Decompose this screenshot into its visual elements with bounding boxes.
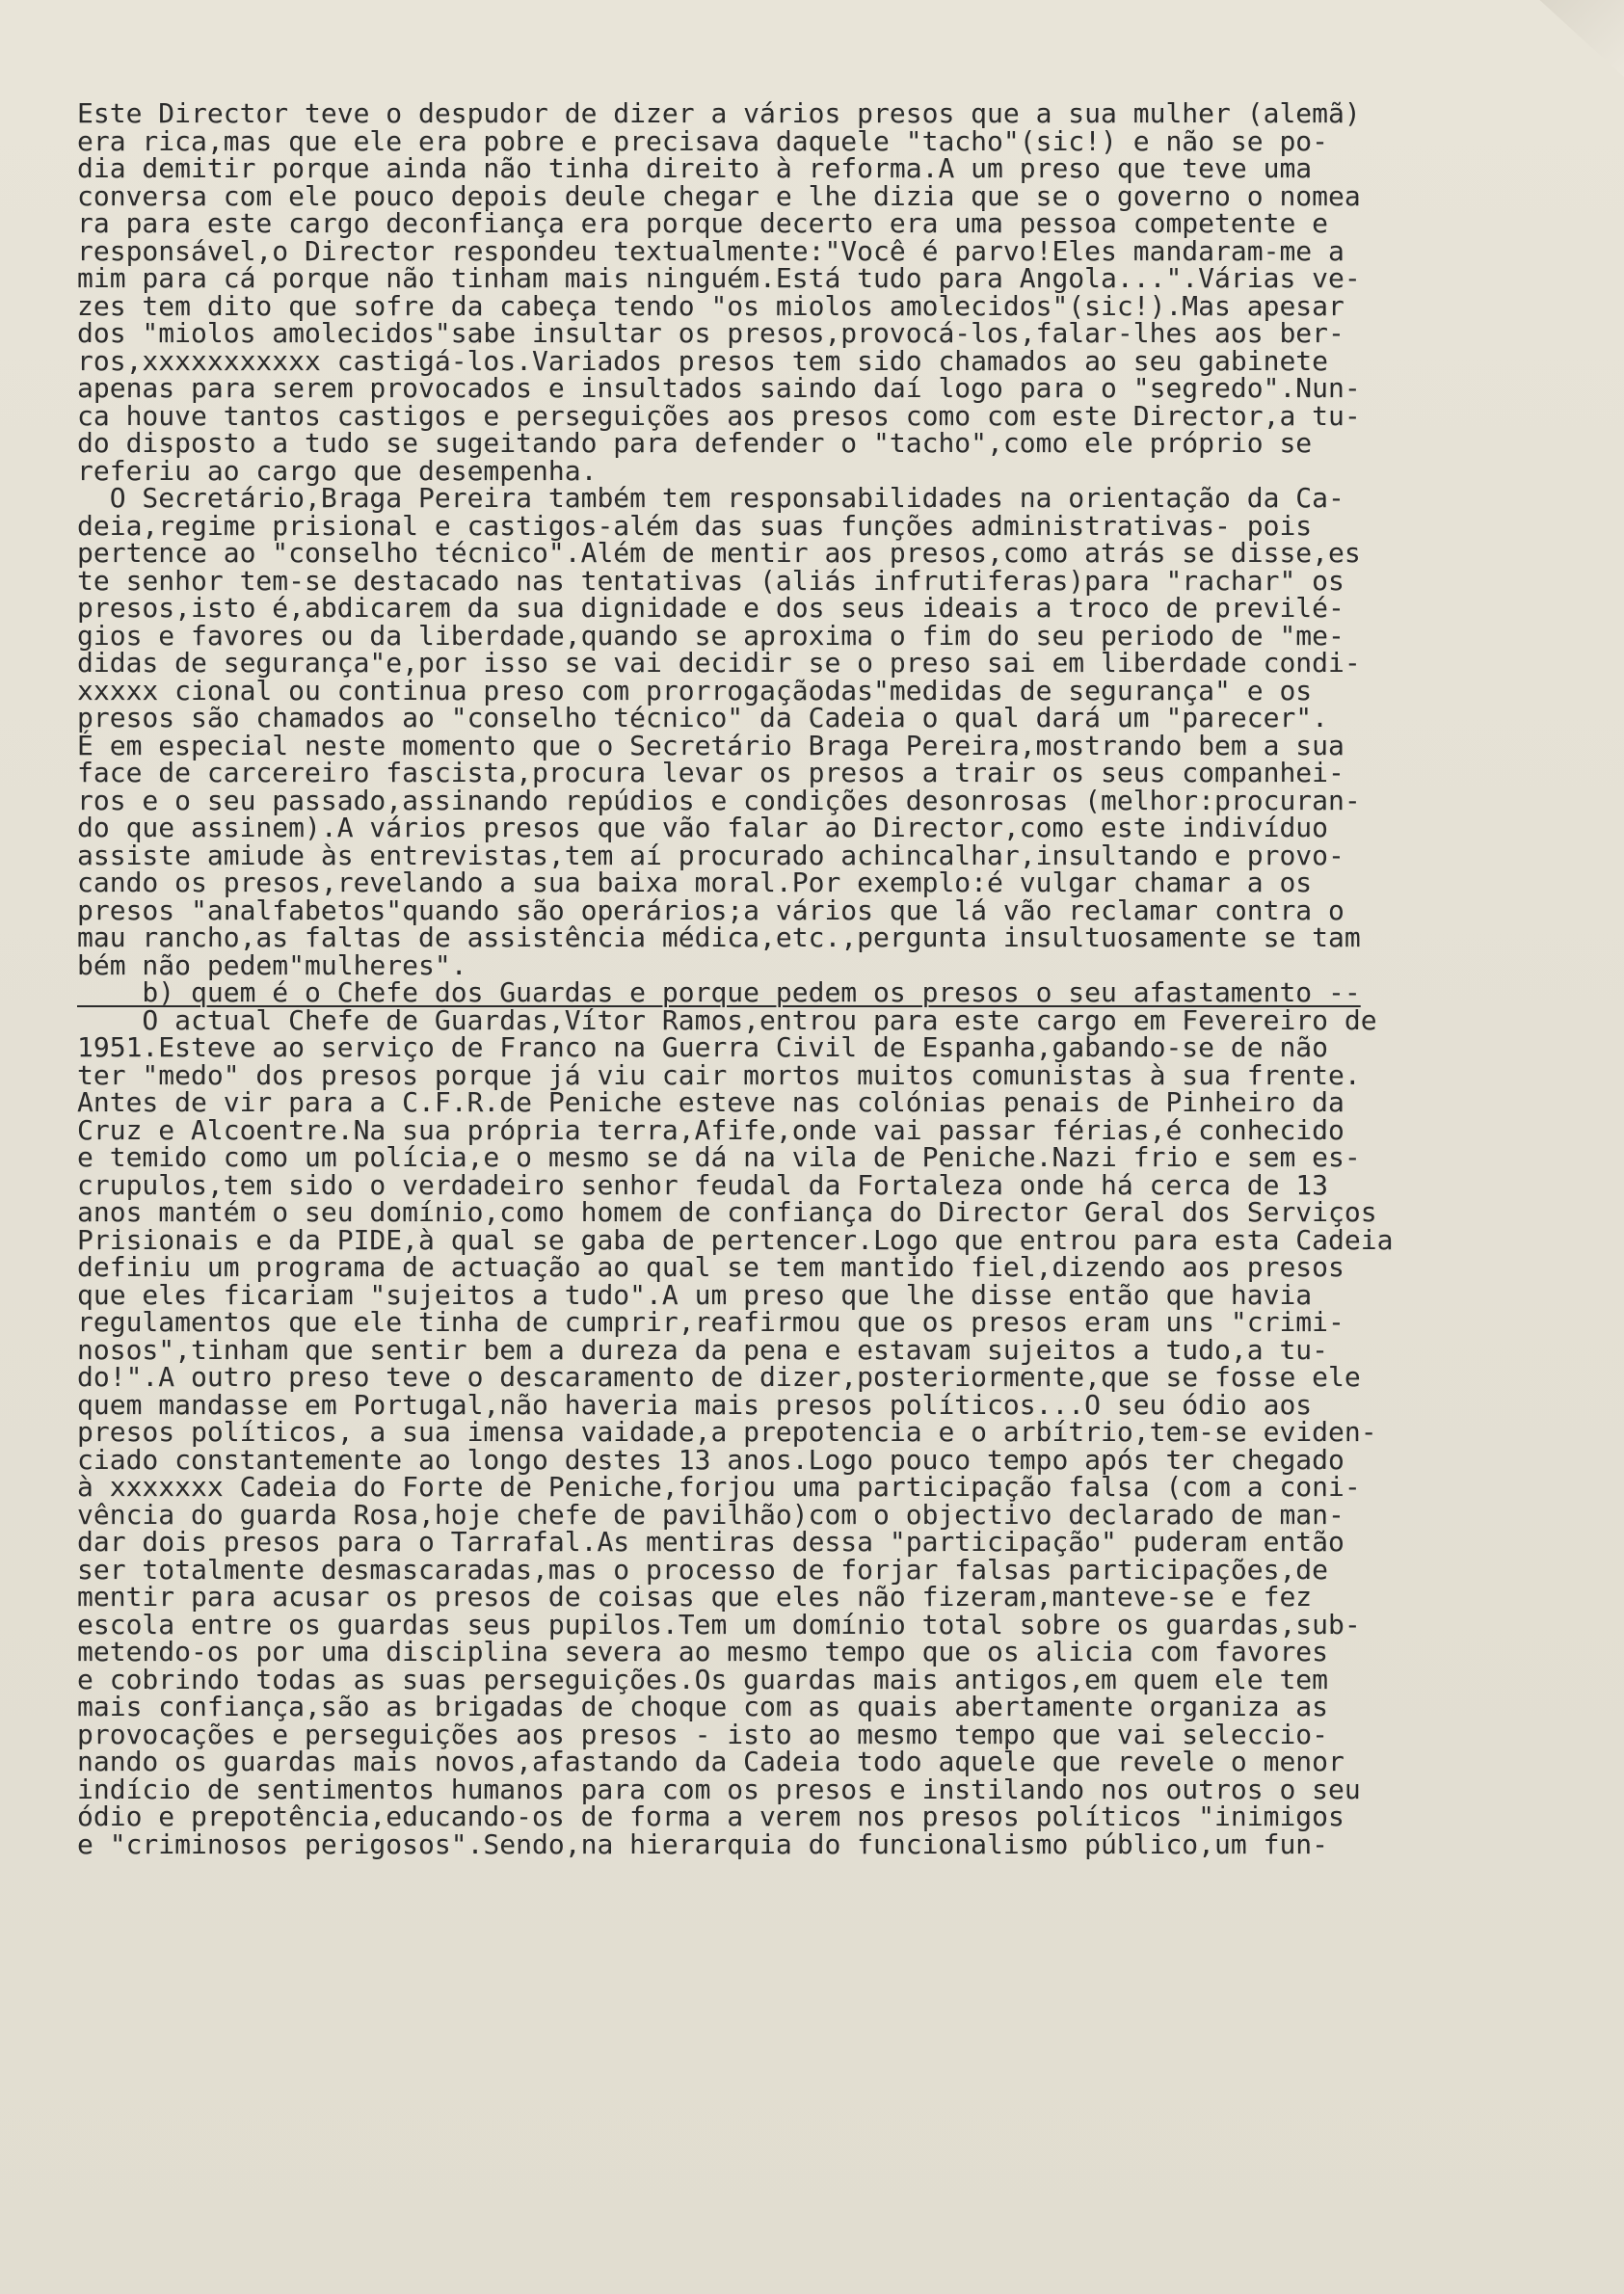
document-line: deia,regime prisional e castigos-além das suas funções administrativas- pois bbox=[77, 509, 1313, 542]
document-line: crupulos,tem sido o verdadeiro senhor feudal da Fortaleza onde há cerca de 13 bbox=[77, 1168, 1329, 1201]
document-line: zes tem dito que sofre da cabeça tendo "os miolos amolecidos"(sic!).Mas apesar bbox=[77, 289, 1344, 322]
document-line: era rica,mas que ele era pobre e precisava daquele "tacho"(sic!) e não se po- bbox=[77, 124, 1329, 157]
document-line: Antes de vir para a C.F.R.de Peniche esteve nas colónias penais de Pinheiro da bbox=[77, 1086, 1344, 1118]
document-line: provocações e perseguições aos presos - isto ao mesmo tempo que vai seleccio- bbox=[77, 1718, 1329, 1750]
document-line: ra para este cargo deconfiança era porque decerto era uma pessoa competente e bbox=[77, 207, 1329, 239]
document-line: que eles ficariam "sujeitos a tudo".A um preso que lhe disse então que havia bbox=[77, 1278, 1313, 1311]
document-line: dia demitir porque ainda não tinha direito à reforma.A um preso que teve uma bbox=[77, 152, 1313, 184]
document-line: 1951.Esteve ao serviço de Franco na Guerra Civil de Espanha,gabando-se de não bbox=[77, 1031, 1329, 1063]
document-line: ros,xxxxxxxxxxx castigá-los.Variados presos tem sido chamados ao seu gabinete bbox=[77, 344, 1329, 377]
document-line: presos são chamados ao "conselho técnico" da Cadeia o qual dará um "parecer". bbox=[77, 702, 1329, 734]
document-line: ciado constantemente ao longo destes 13 anos.Logo pouco tempo após ter chegado bbox=[77, 1443, 1344, 1476]
document-line: Prisionais e da PIDE,à qual se gaba de pertencer.Logo que entrou para esta Cadeia bbox=[77, 1223, 1394, 1256]
document-line: te senhor tem-se destacado nas tentativas (aliás infrutiferas)para "rachar" os bbox=[77, 564, 1344, 597]
document-line: conversa com ele pouco depois deule chegar e lhe dizia que se o governo o nomea bbox=[77, 179, 1361, 212]
document-line: Cruz e Alcoentre.Na sua própria terra,Afife,onde vai passar férias,é conhecido bbox=[77, 1113, 1344, 1146]
document-line: nando os guardas mais novos,afastando da Cadeia todo aquele que revele o menor bbox=[77, 1746, 1344, 1777]
document-line: do que assinem).A vários presos que vão falar ao Director,como este indivíduo bbox=[77, 812, 1329, 843]
document-line: definiu um programa de actuação ao qual se tem mantido fiel,dizendo aos presos bbox=[77, 1251, 1344, 1283]
document-line: O actual Chefe de Guardas,Vítor Ramos,entrou para este cargo em Fevereiro de bbox=[77, 1003, 1377, 1036]
document-line: responsável,o Director respondeu textualmente:"Você é parvo!Eles mandaram-me a bbox=[77, 234, 1344, 267]
document-line: referiu ao cargo que desempenha. bbox=[77, 454, 598, 487]
document-line: ter "medo" dos presos porque já viu cair mortos muitos comunistas à sua frente. bbox=[77, 1058, 1361, 1091]
document-line: e temido como um polícia,e o mesmo se dá na vila de Peniche.Nazi frio e sem es- bbox=[77, 1141, 1361, 1173]
document-line: pertence ao "conselho técnico".Além de mentir aos presos,como atrás se disse,es bbox=[77, 537, 1361, 569]
page-corner-fold bbox=[1504, 0, 1624, 77]
document-line: do!".A outro preso teve o descaramento de dizer,posteriormente,que se fosse ele bbox=[77, 1361, 1361, 1393]
document-line: gios e favores ou da liberdade,quando se aproxima o fim do seu periodo de "me- bbox=[77, 619, 1344, 652]
document-line: apenas para serem provocados e insultados saindo daí logo para o "segredo".Nun- bbox=[77, 372, 1361, 404]
document-line: presos "analfabetos"quando são operários;a vários que lá vão reclamar contra o bbox=[77, 894, 1344, 926]
document-line: ser totalmente desmascaradas,mas o processo de forjar falsas participações,de bbox=[77, 1553, 1329, 1586]
document-line: vência do guarda Rosa,hoje chefe de pavilhão)com o objectivo declarado de man- bbox=[77, 1498, 1344, 1531]
document-line: e "criminosos perigosos".Sendo,na hierarquia do funcionalismo público,um fun- bbox=[77, 1827, 1329, 1860]
document-line: cando os presos,revelando a sua baixa moral.Por exemplo:é vulgar chamar a os bbox=[77, 867, 1313, 898]
document-line: b) quem é o Chefe dos Guardas e porque pedem os presos o seu afastamento -- bbox=[77, 976, 1361, 1008]
document-line: presos políticos, a sua imensa vaidade,a prepotencia e o arbítrio,tem-se eviden- bbox=[77, 1416, 1377, 1448]
document-line: presos,isto é,abdicarem da sua dignidade e dos seus ideais a troco de previlé- bbox=[77, 592, 1344, 624]
document-line: mentir para acusar os presos de coisas que eles não fizeram,manteve-se e fez bbox=[77, 1581, 1313, 1613]
document-line: anos mantém o seu domínio,como homem de confiança do Director Geral dos Serviços bbox=[77, 1196, 1377, 1228]
document-line: nosos",tinham que sentir bem a dureza da pena e estavam sujeitos a tudo,a tu- bbox=[77, 1333, 1329, 1366]
document-line: do disposto a tudo se sugeitando para defender o "tacho",como ele próprio se bbox=[77, 427, 1313, 459]
document-line: mais confiança,são as brigadas de choque com as quais abertamente organiza as bbox=[77, 1691, 1329, 1722]
document-line: e cobrindo todas as suas perseguições.Os guardas mais antigos,em quem ele tem bbox=[77, 1663, 1329, 1695]
document-line: didas de segurança"e,por isso se vai decidir se o preso sai em liberdade condi- bbox=[77, 647, 1361, 679]
document-line: regulamentos que ele tinha de cumprir,reafirmou que os presos eram uns "crimi- bbox=[77, 1306, 1344, 1338]
document-line: Este Director teve o despudor de dizer a vários presos que a sua mulher (alemã) bbox=[77, 97, 1361, 129]
document-line: quem mandasse em Portugal,não haveria mais presos políticos...O seu ódio aos bbox=[77, 1388, 1313, 1421]
document-line: assiste amiude às entrevistas,tem aí procurado achincalhar,insultando e provo- bbox=[77, 839, 1344, 871]
document-line: ros e o seu passado,assinando repúdios e condições desonrosas (melhor:procuran- bbox=[77, 784, 1361, 816]
document-line: escola entre os guardas seus pupilos.Tem um domínio total sobre os guardas,sub- bbox=[77, 1608, 1361, 1640]
document-line: face de carcereiro fascista,procura levar os presos a trair os seus companhei- bbox=[77, 757, 1344, 788]
document-line: mau rancho,as faltas de assistência médica,etc.,pergunta insultuosamente se tam bbox=[77, 921, 1361, 953]
document-line: É em especial neste momento que o Secretário Braga Pereira,mostrando bem a sua bbox=[77, 729, 1344, 761]
document-line: indício de sentimentos humanos para com os presos e instilando nos outros o seu bbox=[77, 1773, 1361, 1805]
document-line: bém não pedem"mulheres". bbox=[77, 948, 467, 981]
document-line: xxxxx cional ou continua preso com prorrogaçãodas"medidas de segurança" e os bbox=[77, 674, 1313, 707]
document-line: O Secretário,Braga Pereira também tem responsabilidades na orientação da Ca- bbox=[77, 482, 1344, 514]
document-line: ca houve tantos castigos e perseguições aos presos como com este Director,a tu- bbox=[77, 399, 1361, 432]
document-body bbox=[77, 97, 1610, 1860]
document-line: mim para cá porque não tinham mais ninguém.Está tudo para Angola...".Várias ve- bbox=[77, 262, 1361, 294]
document-line: dos "miolos amolecidos"sabe insultar os presos,provocá-los,falar-lhes aos ber- bbox=[77, 317, 1344, 349]
document-line: ódio e prepotência,educando-os de forma a verem nos presos políticos "inimigos bbox=[77, 1801, 1344, 1832]
document-line: dar dois presos para o Tarrafal.As mentiras dessa "participação" puderam então bbox=[77, 1526, 1344, 1558]
document-line: metendo-os por uma disciplina severa ao mesmo tempo que os alicia com favores bbox=[77, 1636, 1329, 1667]
document-line: à xxxxxxx Cadeia do Forte de Peniche,forjou uma participação falsa (com a coni- bbox=[77, 1471, 1361, 1503]
